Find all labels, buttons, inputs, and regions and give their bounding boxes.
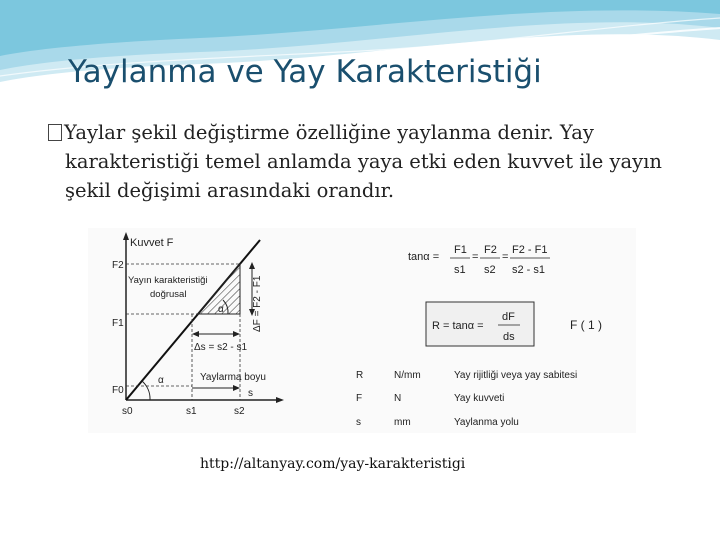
angle-small-label: α — [218, 304, 224, 315]
source-link[interactable]: http://altanyay.com/yay-karakteristigi — [200, 456, 466, 472]
length-label: Yaylarma boyu — [200, 372, 266, 383]
legend-description: Yay rijitliği veya yay sabitesi — [454, 370, 578, 381]
legend-unit: mm — [394, 417, 411, 428]
legend-row — [356, 370, 577, 381]
legend-row — [356, 393, 504, 404]
f0-label: F0 — [112, 385, 124, 396]
spring-diagram — [88, 228, 636, 433]
delta-s-arrow-right-icon — [233, 331, 240, 337]
x-axis-label: s — [248, 388, 253, 399]
legend-symbol: F — [356, 393, 363, 404]
ratio3-num: F2 - F1 — [512, 244, 548, 256]
line-label-1: Yayın karakteristiği — [128, 275, 208, 286]
body-paragraph-block — [48, 118, 708, 205]
equation-number: F ( 1 ) — [570, 318, 602, 332]
line-label-2: doğrusal — [150, 289, 187, 300]
legend-symbol: R — [356, 370, 364, 381]
s2-label: s2 — [234, 406, 245, 417]
f1-label: F1 — [112, 318, 124, 329]
length-arrow-right-icon — [233, 385, 240, 391]
equals-1: = — [472, 251, 479, 263]
ratio1-den: s1 — [454, 264, 466, 276]
y-axis-arrow-icon — [123, 232, 129, 240]
ratio2-num: F2 — [484, 244, 497, 256]
ratio1-num: F1 — [454, 244, 467, 256]
boxed-den: ds — [503, 331, 515, 343]
x-axis-arrow-icon — [276, 397, 284, 403]
f2-label: F2 — [112, 260, 124, 271]
s1-label: s1 — [186, 406, 197, 417]
legend-symbol: s — [356, 417, 361, 428]
bullet-icon — [48, 124, 62, 141]
angle-base-label: α — [158, 375, 164, 386]
delta-f-label: ΔF = F2 - F1 — [252, 275, 263, 332]
equals-2: = — [502, 251, 509, 263]
boxed-prefix: R = tanα = — [432, 320, 484, 332]
ratio3-den: s2 - s1 — [512, 264, 546, 276]
angle-arc-base — [142, 381, 150, 400]
legend-unit: N/mm — [394, 370, 421, 381]
delta-s-label: Δs = s2 - s1 — [194, 342, 248, 353]
spring-characteristic-figure — [88, 228, 636, 433]
legend-row — [356, 417, 519, 428]
legend-description: Yay kuvveti — [454, 393, 505, 404]
tan-prefix: tanα = — [408, 251, 440, 263]
delta-s-arrow-left-icon — [192, 331, 199, 337]
ratio2-den: s2 — [484, 264, 496, 276]
body-paragraph: Yaylar şekil değiştirme özelliğine yaylanma denir. Yay karakteristiği temel anlamda yaya etki eden kuvvet ile yayın şekil değişimi arasındaki orandır. — [64, 121, 662, 202]
delta-f-arrow-up-icon — [249, 262, 255, 269]
slide-title: Yaylanma ve Yay Karakteristiği — [68, 54, 542, 90]
legend-unit: N — [394, 393, 402, 404]
boxed-num: dF — [502, 311, 515, 323]
y-axis-label: Kuvvet F — [130, 237, 174, 249]
legend-description: Yaylanma yolu — [454, 417, 519, 428]
s0-label: s0 — [122, 406, 133, 417]
